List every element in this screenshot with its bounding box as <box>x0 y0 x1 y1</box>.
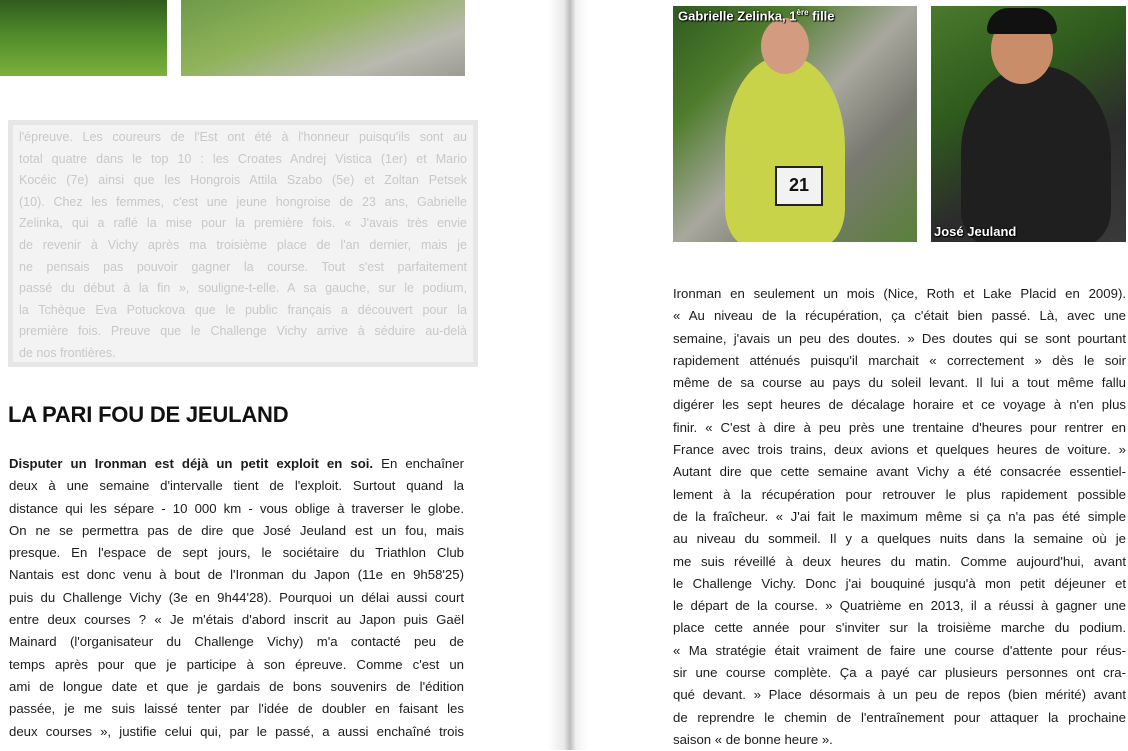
paragraph-line: me suis réveillé à deux heures du matin. Comme aujourd'hui, avant <box>673 553 1126 569</box>
paragraph-line: ami de longue date et que je gardais de bons souvenirs de l'édition <box>9 678 464 694</box>
paragraph-line: finir. « C'est à dire à peu près une trentaine d'heures pour rentrer en <box>673 419 1126 435</box>
bike-wheel-photo <box>181 0 465 76</box>
paragraph-line-text: En enchaîner <box>373 456 464 471</box>
race-bib: 21 <box>775 166 823 206</box>
faded-line: Kocéic (7e) ainsi que les Hongrois Attila Szabo (5e) et Zoltan Petsek <box>19 173 467 188</box>
page-gutter <box>548 0 588 750</box>
article-heading: LA PARI FOU DE JEULAND <box>8 402 289 427</box>
runner-cap <box>987 8 1057 34</box>
faded-line: (10). Chez les femmes, c'est une jeune hongroise de 23 ans, Gabrielle <box>19 194 467 209</box>
left-column-text <box>9 453 464 743</box>
faded-line: l'épreuve. Les coureurs de l'Est ont été à l'honneur puisqu'ils sont au <box>19 130 467 144</box>
runner-figure <box>725 56 845 242</box>
paragraph-line: saison « de bonne heure ». <box>673 731 833 747</box>
faded-sidebar-box <box>8 120 478 367</box>
paragraph-line: même de sa course au pays du soleil levant. Il lui a tout même fallu <box>673 375 1126 391</box>
faded-line: de nos frontières. <box>19 345 116 360</box>
photo-caption-jose: José Jeuland <box>934 224 1017 239</box>
paragraph-line: sir une course complète. Ça a payé car plusieurs personnes ont cra- <box>673 665 1126 681</box>
paragraph-line: le Challenge Vichy. Donc j'ai bouquiné jusqu'à mon petit déjeuner et <box>673 575 1126 591</box>
grass-photo <box>0 0 167 76</box>
paragraph-line: Autant dire que cette semaine avant Vichy a été consacrée essentiel- <box>673 464 1126 480</box>
paragraph-line: presque. En l'espace de sept jours, le sociétaire du Triathlon Club <box>9 545 464 561</box>
photo-caption-gabrielle <box>678 8 835 23</box>
faded-line: Zelinka, qui a raflé la mise pour la première fois. « J'avais très envie <box>19 216 467 231</box>
faded-line: total quatre dans le top 10 : les Croates Andrej Vistica (1er) et Mario <box>19 151 467 166</box>
paragraph-line: France avec trois trains, deux avions et quelques heures de voiture. » <box>673 442 1126 458</box>
paragraph-line: « Ma stratégie était vraiment de faire une course d'attente pour réus- <box>673 642 1126 658</box>
runner-head <box>761 18 809 74</box>
faded-line: première fois. Preuve que le Challenge Vichy arrive à séduire au-delà <box>19 324 467 339</box>
paragraph-line: temps après pour que je participe à son épreuve. Comme c'est un <box>9 656 464 672</box>
caption-superscript: ère <box>796 8 809 17</box>
runner-figure <box>961 66 1111 242</box>
paragraph-line: deux à une semaine d'intervalle tient de l'exploit. Surtout quand la <box>9 478 464 494</box>
paragraph-line: semaine, j'avais un peu des doutes. » Des doutes qui se sont pourtant <box>673 330 1126 346</box>
paragraph-line: au niveau du sommeil. Il y a quelques nuits dans la semaine où je <box>673 531 1126 547</box>
paragraph-line: rapidement atténués puisqu'il marchait « correctement » dès le soir <box>673 352 1126 368</box>
paragraph-line: lement à la récupération pour retrouver le plus rapidement possible <box>673 486 1126 502</box>
paragraph-line: Nantais est donc venu à bout de l'Ironman du Japon (11e en 9h58'25) <box>9 567 464 583</box>
caption-text-end: fille <box>808 8 835 24</box>
paragraph-line: passée, je me suis laissé tenter par l'idée de doubler en faisant les <box>9 701 464 717</box>
paragraph-line: deux courses », justifie celui qui, par le passé, a aussi enchaîné trois <box>9 723 464 739</box>
paragraph-line <box>9 453 464 475</box>
gabrielle-zelinka-photo <box>673 6 917 242</box>
paragraph-line: de la fraîcheur. « J'ai fait le maximum même si ça n'a pas été simple <box>673 508 1126 524</box>
lead-sentence: Disputer un Ironman est déjà un petit exploit en soi. <box>9 456 374 471</box>
paragraph-line: On ne se permettra pas de dire que José Jeuland est un fou, mais <box>9 522 464 538</box>
right-column-text <box>673 283 1126 751</box>
caption-text: Gabrielle Zelinka, 1 <box>678 8 797 24</box>
jose-jeuland-photo <box>931 6 1126 242</box>
faded-line: la Tchèque Eva Potuckova que le public français a découvert pour la <box>19 302 467 317</box>
faded-line: ne pensais pas pouvoir gagner la course. Tout s'est parfaitement <box>19 259 467 274</box>
paragraph-line: puis du Challenge Vichy (3e en 9h44'28). Pourquoi un délai aussi court <box>9 589 464 605</box>
faded-line: passé du début à la fin », souligne-t-elle. A sa gauche, sur le podium, <box>19 281 467 296</box>
paragraph-line: place cette année pour s'inviter sur la troisième marche du podium. <box>673 620 1126 636</box>
paragraph-line: qué devant. » Place désormais à un peu de repos (bien mérité) avant <box>673 687 1126 703</box>
paragraph-line: de reprendre le chemin de l'entraînement pour attaquer la prochaine <box>673 709 1126 725</box>
paragraph-line: Ironman en seulement un mois (Nice, Roth et Lake Placid en 2009). <box>673 286 1126 301</box>
paragraph-line: entre deux courses ? « Je m'étais d'abord inscrit au Japon puis Gaël <box>9 612 464 628</box>
faded-line: de revenir à Vichy après ma troisième place de l'an dernier, mais je <box>19 237 467 252</box>
paragraph-line: digérer les sept heures de décalage horaire et ce voyage à n'en plus <box>673 397 1126 413</box>
paragraph-line: Mainard (l'organisateur du Challenge Vichy) m'a contacté peu de <box>9 634 464 650</box>
paragraph-line: « Au niveau de la récupération, ça c'était bien passé. Là, avec une <box>673 308 1126 324</box>
paragraph-line: le départ de la course. » Quatrième en 2013, il a réussi à gagner une <box>673 598 1126 614</box>
paragraph-line: distance qui les sépare - 10 000 km - vous oblige à traverser le globe. <box>9 500 464 516</box>
